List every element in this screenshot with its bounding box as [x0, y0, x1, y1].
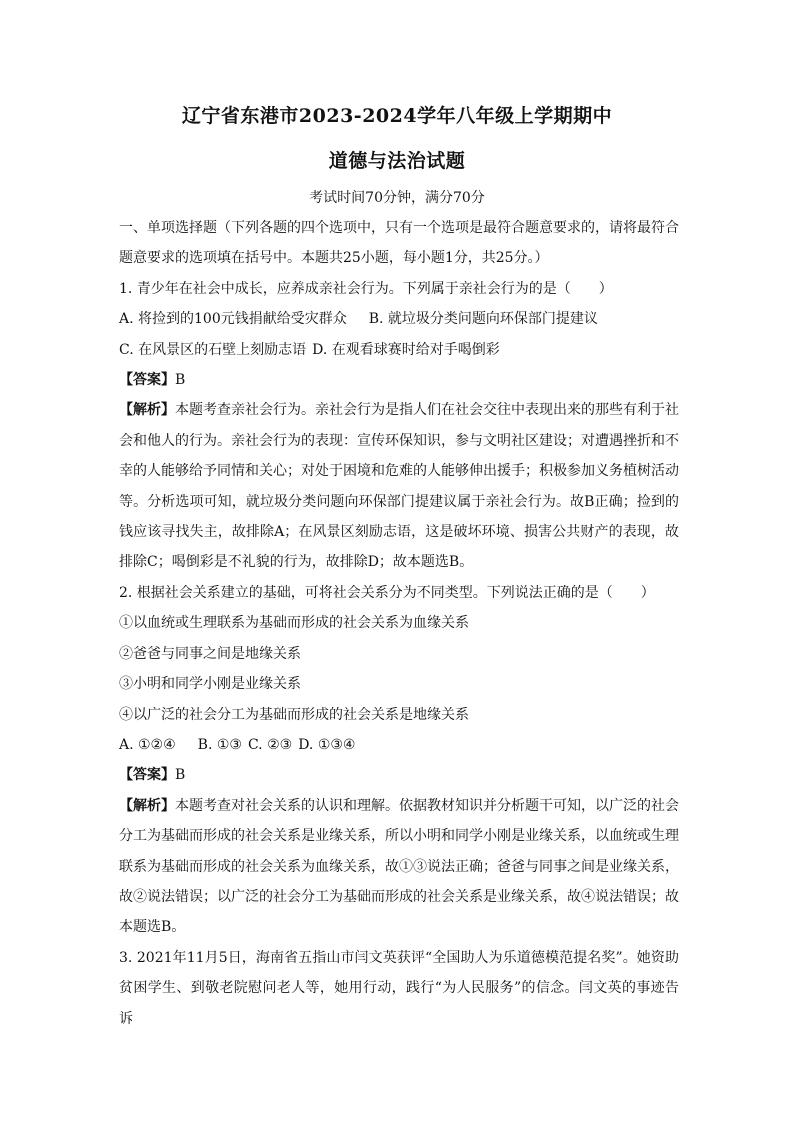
q1-option-a: A. 将捡到的100元钱捐献给受灾群众 [119, 311, 347, 328]
answer-label: 【答案】 [119, 767, 175, 784]
q2-statement-2: ②爸爸与同事之间是地缘关系 [119, 645, 301, 662]
document-body [119, 213, 679, 1034]
document-title-line1: 辽宁省东港市2023-2024学年八年级上学期期中 [181, 105, 613, 127]
q1-option-d: D. 在观看球赛时给对手喝倒彩 [312, 341, 500, 358]
section-heading: 一、单项选择题（下列各题的四个选项中，只有一个选项是最符合题意要求的，请将最符合题意要求的选项填在括号中。本题共25小题，每小题1分，共25分。） [119, 220, 679, 267]
q3-stem: 3. 2021年11月5日，海南省五指山市闫文英获评“全国助人为乐道德模范提名奖”。她资助贫困学生、到敬老院慰问老人等，她用行动，践行“为人民服务”的信念。闫文英的事迹告诉 [119, 949, 679, 1027]
q2-option-a: A. ①②④ [119, 736, 176, 753]
q2-option-c: C. ②③ [247, 736, 293, 753]
q1-option-b: B. 就垃圾分类问题向环保部门提建议 [368, 311, 598, 328]
q2-option-b: B. ①③ [197, 736, 242, 753]
q1-analysis-text: 本题考查亲社会行为。亲社会行为是指人们在社会交往中表现出来的那些有利于社会和他人的行为。亲社会行为的表现：宣传环保知识，参与文明社区建设；对遭遇挫折和不幸的人能够给予同情和关心；对处于困境和危难的人能够伸出援手；积极参加义务植树活动等。分析选项可知，就垃圾分类问题向环保部门提建议属于亲社会行为。故B正确；捡到的钱应该寻找失主，故排除A；在风景区刻励志语，这是破坏环境、损害公共财产的表现，故排除C；喝倒彩是不礼貌的行为，故排除D；故本题选B。 [119, 402, 679, 571]
q2-statement-4: ④以广泛的社会分工为基础而形成的社会关系是地缘关系 [119, 706, 469, 723]
q2-answer-value: B [175, 767, 186, 784]
document-title-line2: 道德与法治试题 [328, 150, 466, 172]
q1-options-ab [119, 304, 679, 334]
q1-stem: 1. 青少年在社会中成长，应养成亲社会行为。下列属于亲社会行为的是（ ） [119, 280, 613, 297]
q1-answer-value: B [175, 372, 186, 389]
q2-statement-1: ①以血统或生理联系为基础而形成的社会关系为血缘关系 [119, 615, 469, 632]
q2-stem: 2. 根据社会关系建立的基础，可将社会关系分为不同类型。下列说法正确的是（ ） [119, 584, 655, 601]
exam-info: 考试时间70分钟，满分70分 [309, 190, 485, 206]
q1-answer [119, 365, 679, 395]
analysis-label: 【解析】 [119, 797, 175, 814]
q2-options [119, 730, 679, 760]
analysis-label: 【解析】 [119, 402, 175, 419]
q1-analysis [119, 395, 679, 577]
q2-analysis [119, 791, 679, 943]
q2-answer [119, 760, 679, 790]
q1-options-cd [119, 335, 679, 365]
q2-statement-3: ③小明和同学小刚是业缘关系 [119, 676, 301, 693]
q1-option-c: C. 在风景区的石壁上刻励志语 [119, 341, 307, 358]
q2-option-d: D. ①③④ [298, 736, 356, 753]
answer-label: 【答案】 [119, 372, 175, 389]
q2-analysis-text: 本题考查对社会关系的认识和理解。依据教材知识并分析题干可知，以广泛的社会分工为基础而形成的社会关系是业缘关系，所以小明和同学小刚是业缘关系，以血统或生理联系为基础而形成的社会关系为血缘关系，故①③说法正确；爸爸与同事之间是业缘关系，故②说法错误；以广泛的社会分工为基础而形成的社会关系是业缘关系，故④说法错误；故本题选B。 [119, 797, 679, 936]
